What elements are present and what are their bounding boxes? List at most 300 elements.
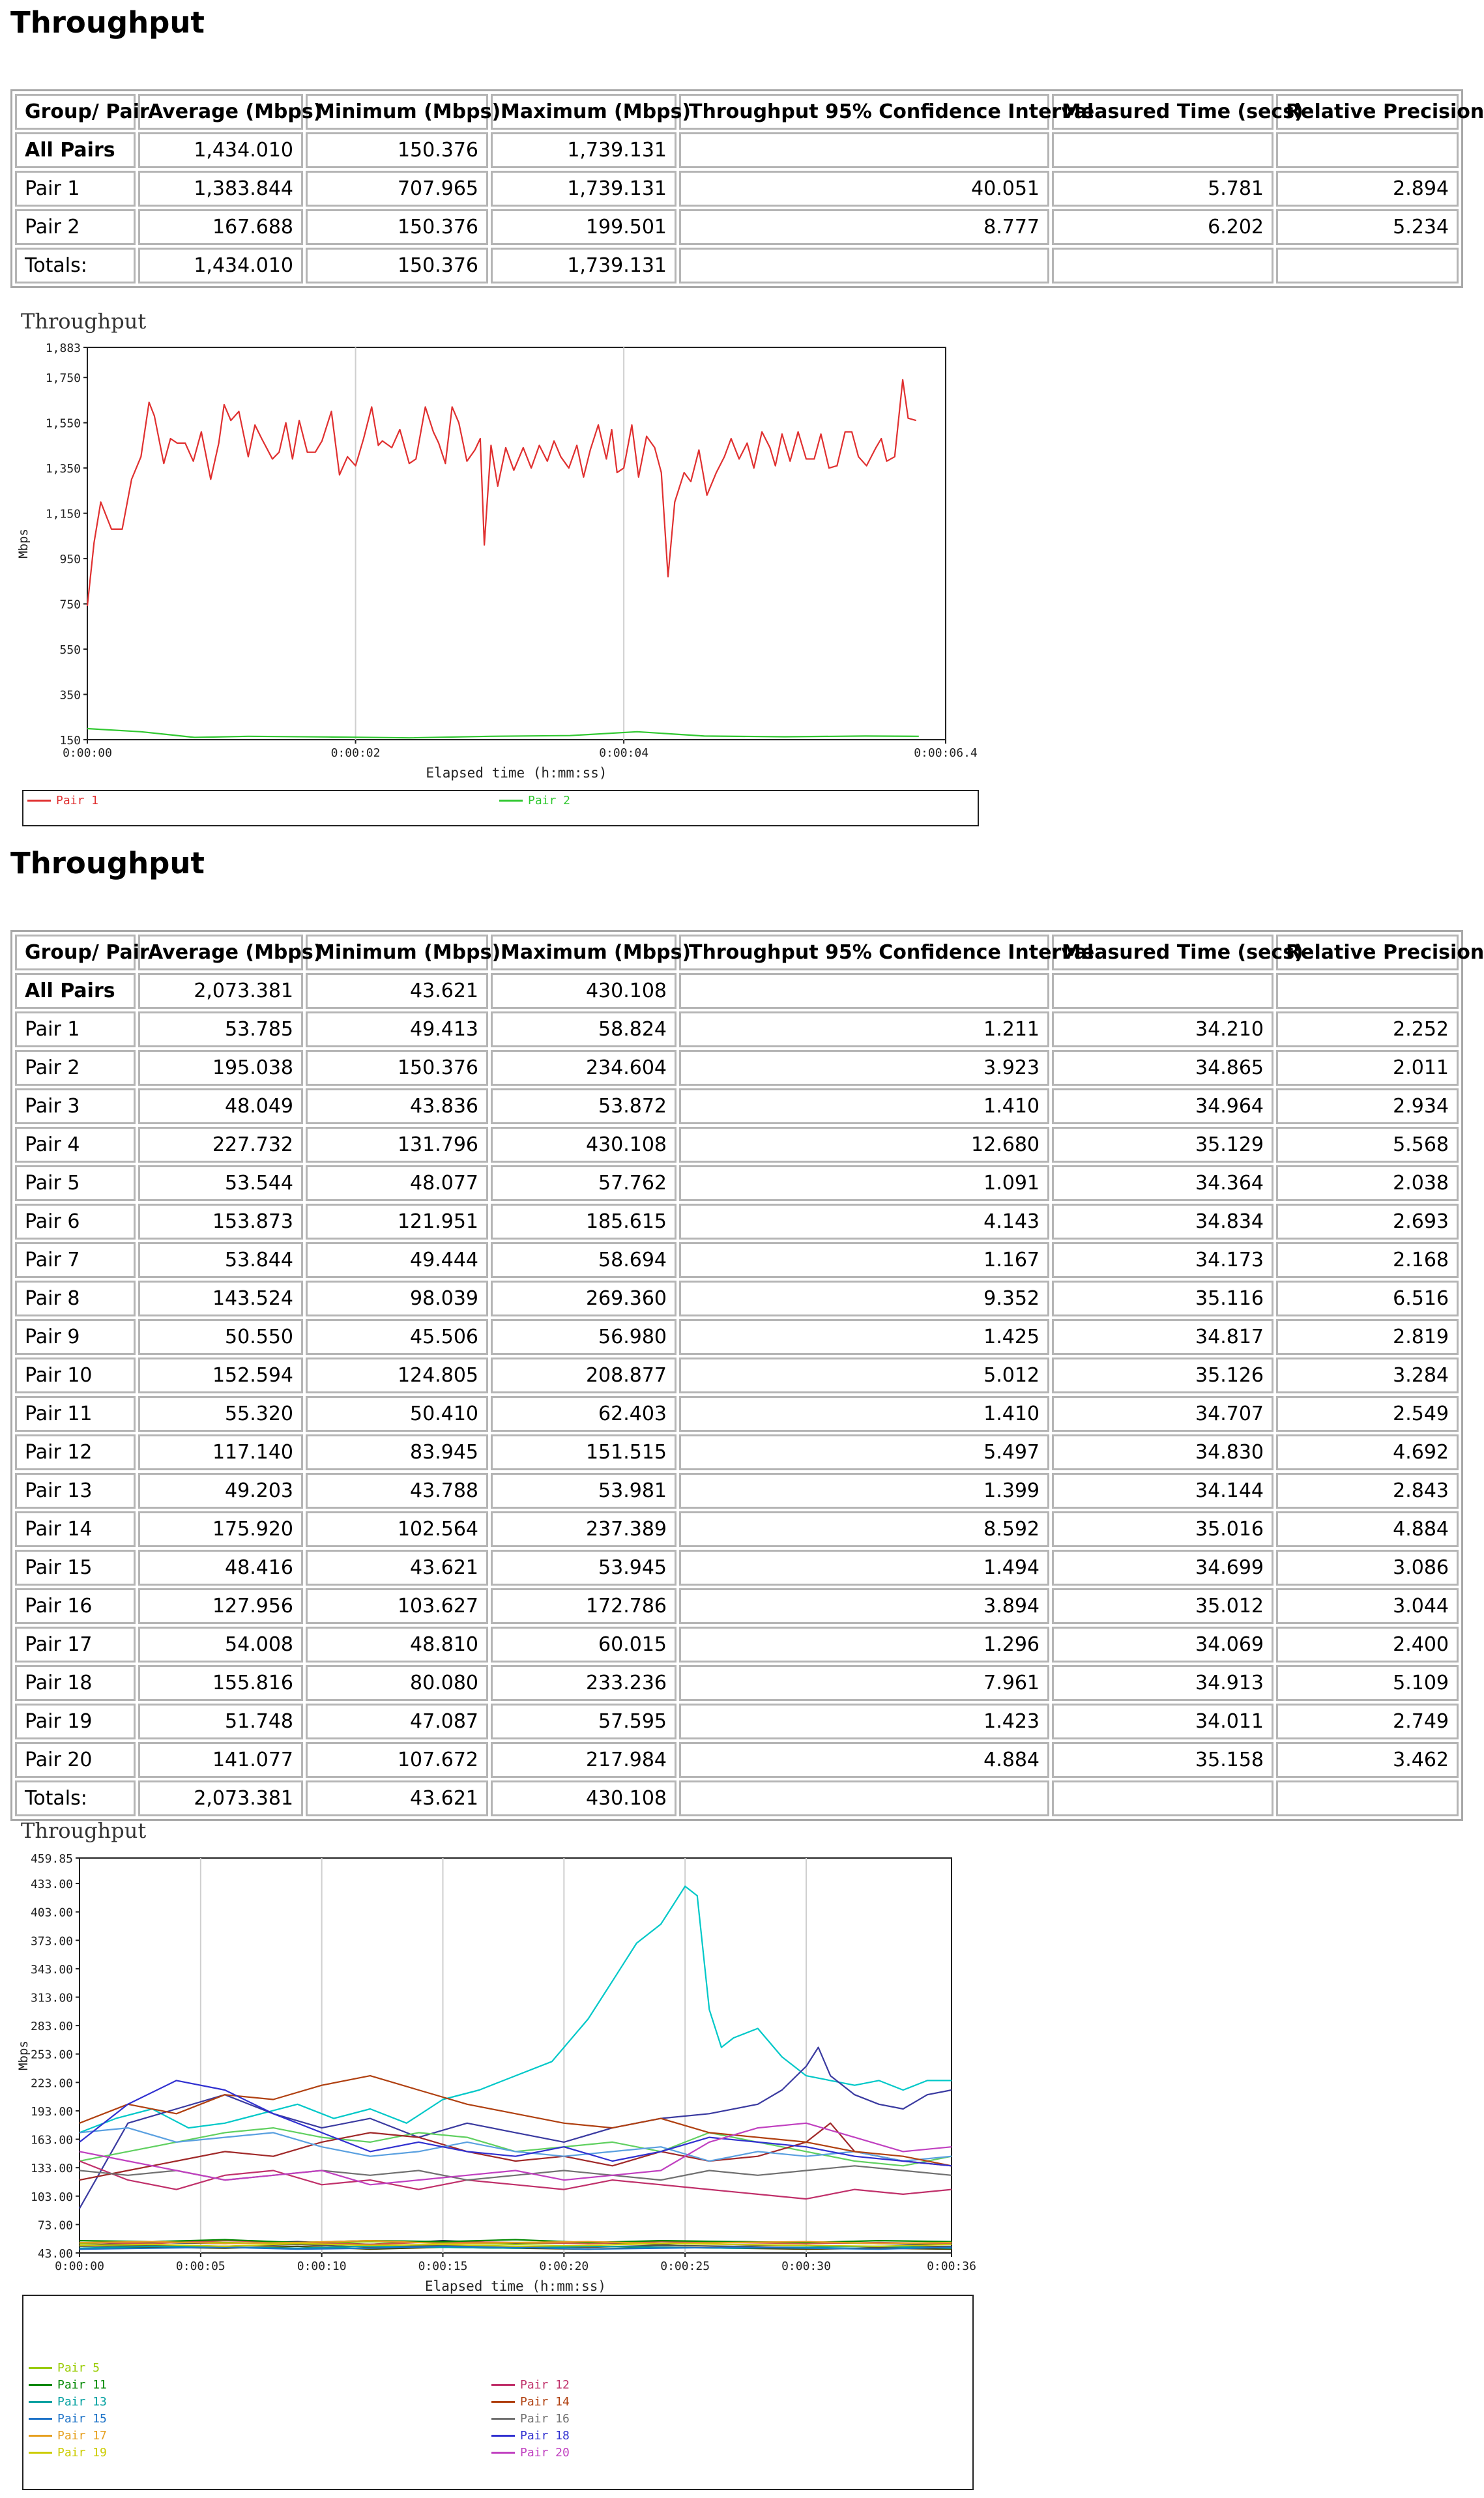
legend-item: [491, 2411, 570, 2426]
legend-swatch: [29, 2384, 52, 2386]
table-cell: 103.627: [306, 1588, 488, 1624]
table-cell: 2.934: [1276, 1088, 1459, 1124]
table-row: [15, 1396, 1459, 1432]
table-cell: 2.843: [1276, 1473, 1459, 1509]
y-tick-label: 373.00: [30, 1934, 73, 1949]
throughput-table-1: [10, 89, 1484, 288]
table-cell: 4.143: [679, 1204, 1049, 1240]
table-cell: [1052, 132, 1273, 168]
table-cell: 1.410: [679, 1396, 1049, 1432]
table-cell: 155.816: [138, 1665, 303, 1701]
table-cell: 5.781: [1052, 171, 1273, 207]
y-tick-label: 1,883: [45, 341, 81, 355]
section-title-1: Throughput: [10, 5, 205, 40]
table-cell: 34.913: [1052, 1665, 1273, 1701]
table-cell: 152.594: [138, 1358, 303, 1393]
legend-swatch: [491, 2452, 515, 2454]
throughput-chart-2: [0, 1835, 1030, 2317]
table-cell: 151.515: [491, 1434, 677, 1470]
row-label: Pair 8: [15, 1281, 136, 1316]
legend-swatch: [491, 2401, 515, 2403]
table-cell: 1.423: [679, 1704, 1049, 1739]
y-tick-label: 73.00: [37, 2218, 73, 2233]
table-cell: 2.819: [1276, 1319, 1459, 1355]
table-cell: 34.011: [1052, 1704, 1273, 1739]
y-tick-label: 1,750: [45, 371, 81, 386]
y-tick-label: 193.00: [30, 2104, 73, 2119]
row-label: All Pairs: [15, 973, 136, 1009]
table-cell: 3.462: [1276, 1742, 1459, 1778]
table-cell: 34.964: [1052, 1088, 1273, 1124]
table-cell: 269.360: [491, 1281, 677, 1316]
row-label: Pair 18: [15, 1665, 136, 1701]
table-cell: 1,739.131: [491, 171, 677, 207]
table-cell: 34.173: [1052, 1242, 1273, 1278]
legend-item: [499, 792, 570, 808]
legend-label: Pair 15: [57, 2411, 107, 2426]
chart-legend-2: [22, 2295, 974, 2490]
x-axis-label: Elapsed time (h:mm:ss): [424, 2278, 607, 2294]
table-cell: 117.140: [138, 1434, 303, 1470]
section-title-2: Throughput: [10, 846, 205, 880]
table-cell: 35.158: [1052, 1742, 1273, 1778]
table-row: [15, 1011, 1459, 1047]
table-cell: 57.595: [491, 1704, 677, 1739]
column-header: Throughput 95% Confidence Interval: [679, 935, 1049, 970]
table-cell: 35.016: [1052, 1511, 1273, 1547]
legend-item: [491, 2394, 570, 2409]
throughput-table-2: [10, 930, 1484, 1821]
table-cell: 233.236: [491, 1665, 677, 1701]
legend-swatch: [29, 2367, 52, 2369]
table-cell: 8.777: [679, 209, 1049, 245]
legend-item: [29, 2445, 107, 2460]
row-label: Pair 17: [15, 1627, 136, 1663]
y-tick-label: 133.00: [30, 2162, 73, 2176]
table-row: [15, 1358, 1459, 1393]
table-cell: 150.376: [306, 209, 488, 245]
table-cell: 2.038: [1276, 1165, 1459, 1201]
x-tick-label: 0:00:36: [927, 2259, 976, 2273]
row-label: Pair 13: [15, 1473, 136, 1509]
column-header: Average (Mbps): [138, 935, 303, 970]
table-cell: 34.144: [1052, 1473, 1273, 1509]
table-cell: 5.234: [1276, 209, 1459, 245]
table-row: [15, 1088, 1459, 1124]
x-tick-label: 0:00:06.4: [914, 746, 978, 760]
y-tick-label: 43.00: [37, 2247, 73, 2261]
table-row: [15, 171, 1459, 207]
table-cell: [1276, 248, 1459, 283]
x-tick-label: 0:00:02: [330, 746, 381, 760]
table-cell: 62.403: [491, 1396, 677, 1432]
table-cell: 4.692: [1276, 1434, 1459, 1470]
legend-item: [29, 2360, 100, 2375]
table-cell: 199.501: [491, 209, 677, 245]
row-label: Pair 11: [15, 1396, 136, 1432]
table-cell: 48.049: [138, 1088, 303, 1124]
row-label: Pair 14: [15, 1511, 136, 1547]
table-row: [15, 209, 1459, 245]
y-tick-label: 150: [59, 734, 81, 748]
column-header: Minimum (Mbps): [306, 935, 488, 970]
legend-swatch: [29, 2452, 52, 2454]
row-label: Pair 5: [15, 1165, 136, 1201]
table-cell: 34.830: [1052, 1434, 1273, 1470]
legend-swatch: [29, 2418, 52, 2420]
table-cell: 4.884: [679, 1742, 1049, 1778]
table-cell: 49.444: [306, 1242, 488, 1278]
table-row: [15, 1281, 1459, 1316]
table-cell: 127.956: [138, 1588, 303, 1624]
table-cell: 4.884: [1276, 1511, 1459, 1547]
row-label: Pair 3: [15, 1088, 136, 1124]
table-cell: 35.012: [1052, 1588, 1273, 1624]
table-cell: 217.984: [491, 1742, 677, 1778]
legend-label: Pair 17: [57, 2428, 107, 2443]
legend-swatch: [491, 2435, 515, 2437]
table-cell: 430.108: [491, 1127, 677, 1163]
table-cell: 54.008: [138, 1627, 303, 1663]
row-label: Pair 2: [15, 209, 136, 245]
table-row: [15, 1780, 1459, 1816]
table-row: [15, 1742, 1459, 1778]
y-tick-label: 283.00: [30, 2020, 73, 2034]
table-cell: 175.920: [138, 1511, 303, 1547]
table-cell: 48.810: [306, 1627, 488, 1663]
legend-label: Pair 12: [520, 2377, 570, 2392]
table-cell: 167.688: [138, 209, 303, 245]
y-tick-label: 750: [59, 598, 81, 612]
table-cell: 2.549: [1276, 1396, 1459, 1432]
table-cell: 5.497: [679, 1434, 1049, 1470]
table-cell: 2.168: [1276, 1242, 1459, 1278]
table-cell: 7.961: [679, 1665, 1049, 1701]
legend-item: [29, 2377, 107, 2392]
legend-item: [29, 2394, 107, 2409]
column-header: Throughput 95% Confidence Interval: [679, 94, 1049, 130]
legend-label: Pair 1: [56, 793, 99, 807]
row-label: Pair 4: [15, 1127, 136, 1163]
table-cell: 237.389: [491, 1511, 677, 1547]
table-row: [15, 248, 1459, 283]
legend-swatch: [29, 2401, 52, 2403]
table-cell: 49.203: [138, 1473, 303, 1509]
table-cell: 124.805: [306, 1358, 488, 1393]
table-cell: [1276, 1780, 1459, 1816]
row-label: Totals:: [15, 1780, 136, 1816]
y-tick-label: 459.85: [30, 1852, 73, 1866]
table-cell: 1,434.010: [138, 248, 303, 283]
table-cell: 58.694: [491, 1242, 677, 1278]
row-label: Totals:: [15, 248, 136, 283]
table-cell: 3.086: [1276, 1550, 1459, 1586]
table-cell: 35.116: [1052, 1281, 1273, 1316]
row-label: Pair 19: [15, 1704, 136, 1739]
table-cell: 47.087: [306, 1704, 488, 1739]
table-cell: 1,739.131: [491, 248, 677, 283]
column-header: Minimum (Mbps): [306, 94, 488, 130]
table-cell: 34.865: [1052, 1050, 1273, 1086]
legend-label: Pair 18: [520, 2428, 570, 2443]
table-cell: 40.051: [679, 171, 1049, 207]
table-row: [15, 1665, 1459, 1701]
table-cell: [679, 973, 1049, 1009]
legend-swatch: [499, 800, 523, 802]
table-cell: 3.044: [1276, 1588, 1459, 1624]
y-tick-label: 343.00: [30, 1962, 73, 1977]
legend-item: [491, 2428, 570, 2443]
table-row: [15, 973, 1459, 1009]
table-cell: 43.621: [306, 973, 488, 1009]
legend-label: Pair 20: [520, 2445, 570, 2460]
table-row: [15, 1588, 1459, 1624]
table-cell: 43.788: [306, 1473, 488, 1509]
y-tick-label: 433.00: [30, 1878, 73, 1892]
table-cell: 98.039: [306, 1281, 488, 1316]
table-cell: 430.108: [491, 1780, 677, 1816]
legend-label: Pair 14: [520, 2394, 570, 2409]
legend-label: Pair 2: [528, 793, 571, 807]
table-cell: 53.785: [138, 1011, 303, 1047]
table-cell: 49.413: [306, 1011, 488, 1047]
table-cell: 1.091: [679, 1165, 1049, 1201]
table-cell: 48.416: [138, 1550, 303, 1586]
table-cell: 43.621: [306, 1780, 488, 1816]
table-cell: 172.786: [491, 1588, 677, 1624]
row-label: Pair 9: [15, 1319, 136, 1355]
column-header: Group/ Pair: [15, 94, 136, 130]
chart-title-1: Throughput: [21, 309, 147, 334]
table-cell: 1.167: [679, 1242, 1049, 1278]
y-tick-label: 403.00: [30, 1906, 73, 1920]
table-cell: 5.109: [1276, 1665, 1459, 1701]
table-cell: 150.376: [306, 1050, 488, 1086]
y-tick-label: 950: [59, 553, 81, 567]
table-cell: 34.817: [1052, 1319, 1273, 1355]
table-row: [15, 1319, 1459, 1355]
table-cell: 56.980: [491, 1319, 677, 1355]
table-cell: 131.796: [306, 1127, 488, 1163]
row-label: Pair 1: [15, 1011, 136, 1047]
table-cell: 34.210: [1052, 1011, 1273, 1047]
legend-item: [491, 2377, 570, 2392]
x-tick-label: 0:00:30: [781, 2259, 831, 2273]
legend-item: [491, 2445, 570, 2460]
x-tick-label: 0:00:00: [63, 746, 112, 760]
table-cell: [679, 248, 1049, 283]
table-cell: 2.693: [1276, 1204, 1459, 1240]
column-header: Measured Time (secs): [1052, 935, 1273, 970]
column-header: Relative Precision: [1276, 935, 1459, 970]
row-label: Pair 15: [15, 1550, 136, 1586]
chart-legend-1: [22, 790, 979, 826]
legend-item: [29, 2428, 107, 2443]
y-tick-label: 103.00: [30, 2190, 73, 2204]
table-cell: 34.707: [1052, 1396, 1273, 1432]
y-axis-label: Mbps: [16, 2041, 31, 2070]
column-header: Maximum (Mbps): [491, 94, 677, 130]
row-label: Pair 10: [15, 1358, 136, 1393]
table-cell: [679, 132, 1049, 168]
column-header: Measured Time (secs): [1052, 94, 1273, 130]
table-cell: 3.923: [679, 1050, 1049, 1086]
table-cell: 6.202: [1052, 209, 1273, 245]
table-cell: 8.592: [679, 1511, 1049, 1547]
y-tick-label: 313.00: [30, 1991, 73, 2005]
table-cell: 1.410: [679, 1088, 1049, 1124]
table-cell: 60.015: [491, 1627, 677, 1663]
table-cell: 185.615: [491, 1204, 677, 1240]
table-cell: 50.550: [138, 1319, 303, 1355]
table-cell: 1.425: [679, 1319, 1049, 1355]
legend-swatch: [29, 2435, 52, 2437]
table-cell: 58.824: [491, 1011, 677, 1047]
table-row: [15, 1473, 1459, 1509]
table-cell: 43.621: [306, 1550, 488, 1586]
table-cell: 1.399: [679, 1473, 1049, 1509]
legend-swatch: [27, 800, 51, 802]
table-cell: 6.516: [1276, 1281, 1459, 1316]
x-tick-label: 0:00:15: [418, 2259, 468, 2273]
table-cell: 1.296: [679, 1627, 1049, 1663]
x-tick-label: 0:00:00: [55, 2259, 104, 2273]
table-cell: 2.894: [1276, 171, 1459, 207]
table-row: [15, 1550, 1459, 1586]
row-label: Pair 7: [15, 1242, 136, 1278]
table-cell: 3.284: [1276, 1358, 1459, 1393]
table-cell: 2.749: [1276, 1704, 1459, 1739]
plot-area: [87, 347, 946, 740]
row-label: Pair 16: [15, 1588, 136, 1624]
table-header-row: [15, 935, 1459, 970]
table-cell: [1276, 132, 1459, 168]
table-cell: 2,073.381: [138, 973, 303, 1009]
y-tick-label: 223.00: [30, 2076, 73, 2091]
legend-swatch: [491, 2384, 515, 2386]
table-cell: 1.494: [679, 1550, 1049, 1586]
table-cell: 53.844: [138, 1242, 303, 1278]
table-cell: 48.077: [306, 1165, 488, 1201]
table-cell: 141.077: [138, 1742, 303, 1778]
table-cell: 43.836: [306, 1088, 488, 1124]
table-cell: 80.080: [306, 1665, 488, 1701]
legend-label: Pair 19: [57, 2445, 107, 2460]
table-row: [15, 1165, 1459, 1201]
y-axis-label: Mbps: [16, 529, 31, 559]
table-row: [15, 1627, 1459, 1663]
table-cell: 53.872: [491, 1088, 677, 1124]
y-tick-label: 253.00: [30, 2048, 73, 2062]
table-cell: 2,073.381: [138, 1780, 303, 1816]
table-cell: 1,383.844: [138, 171, 303, 207]
column-header: Average (Mbps): [138, 94, 303, 130]
table-cell: 3.894: [679, 1588, 1049, 1624]
table-cell: 2.252: [1276, 1011, 1459, 1047]
table-cell: 143.524: [138, 1281, 303, 1316]
table-cell: 208.877: [491, 1358, 677, 1393]
table-cell: 227.732: [138, 1127, 303, 1163]
x-tick-label: 0:00:04: [599, 746, 649, 760]
table-cell: 34.834: [1052, 1204, 1273, 1240]
column-header: Relative Precision: [1276, 94, 1459, 130]
table-cell: 107.672: [306, 1742, 488, 1778]
y-tick-label: 1,350: [45, 462, 81, 476]
legend-label: Pair 5: [57, 2360, 100, 2375]
row-label: Pair 2: [15, 1050, 136, 1086]
table-cell: 121.951: [306, 1204, 488, 1240]
table-cell: [1052, 248, 1273, 283]
table-cell: 34.699: [1052, 1550, 1273, 1586]
table-cell: 195.038: [138, 1050, 303, 1086]
table-cell: 35.126: [1052, 1358, 1273, 1393]
table-cell: 1,739.131: [491, 132, 677, 168]
table-row: [15, 132, 1459, 168]
table-cell: 1.211: [679, 1011, 1049, 1047]
table-cell: 5.012: [679, 1358, 1049, 1393]
table-row: [15, 1704, 1459, 1739]
table-row: [15, 1511, 1459, 1547]
table-cell: [1052, 973, 1273, 1009]
row-label: Pair 1: [15, 171, 136, 207]
table-cell: [679, 1780, 1049, 1816]
table-cell: [1276, 973, 1459, 1009]
table-row: [15, 1434, 1459, 1470]
table-cell: 150.376: [306, 248, 488, 283]
table-cell: 430.108: [491, 973, 677, 1009]
table-cell: 1,434.010: [138, 132, 303, 168]
table-cell: 35.129: [1052, 1127, 1273, 1163]
table-cell: 53.544: [138, 1165, 303, 1201]
legend-item: [27, 792, 98, 808]
table-header-row: [15, 94, 1459, 130]
table-cell: 53.945: [491, 1550, 677, 1586]
legend-item: [29, 2411, 107, 2426]
legend-swatch: [491, 2418, 515, 2420]
table-cell: 2.400: [1276, 1627, 1459, 1663]
y-tick-label: 550: [59, 643, 81, 658]
x-tick-label: 0:00:10: [297, 2259, 347, 2273]
legend-label: Pair 13: [57, 2394, 107, 2409]
table-cell: 50.410: [306, 1396, 488, 1432]
table-cell: [1052, 1780, 1273, 1816]
table-cell: 707.965: [306, 171, 488, 207]
table-cell: 153.873: [138, 1204, 303, 1240]
table-cell: 45.506: [306, 1319, 488, 1355]
table-cell: 57.762: [491, 1165, 677, 1201]
plot-area: [80, 1858, 952, 2253]
row-label: All Pairs: [15, 132, 136, 168]
chart-title-2: Throughput: [21, 1818, 147, 1843]
table-cell: 5.568: [1276, 1127, 1459, 1163]
y-tick-label: 163.00: [30, 2133, 73, 2147]
x-tick-label: 0:00:25: [660, 2259, 710, 2273]
column-header: Maximum (Mbps): [491, 935, 677, 970]
legend-label: Pair 11: [57, 2377, 107, 2392]
row-label: Pair 6: [15, 1204, 136, 1240]
throughput-chart-1: [0, 326, 1030, 815]
table-cell: 83.945: [306, 1434, 488, 1470]
row-label: Pair 12: [15, 1434, 136, 1470]
x-axis-label: Elapsed time (h:mm:ss): [426, 765, 607, 781]
table-row: [15, 1204, 1459, 1240]
table-cell: 12.680: [679, 1127, 1049, 1163]
legend-label: Pair 16: [520, 2411, 570, 2426]
table-cell: 53.981: [491, 1473, 677, 1509]
x-tick-label: 0:00:05: [175, 2259, 226, 2273]
table-cell: 34.364: [1052, 1165, 1273, 1201]
table-row: [15, 1050, 1459, 1086]
